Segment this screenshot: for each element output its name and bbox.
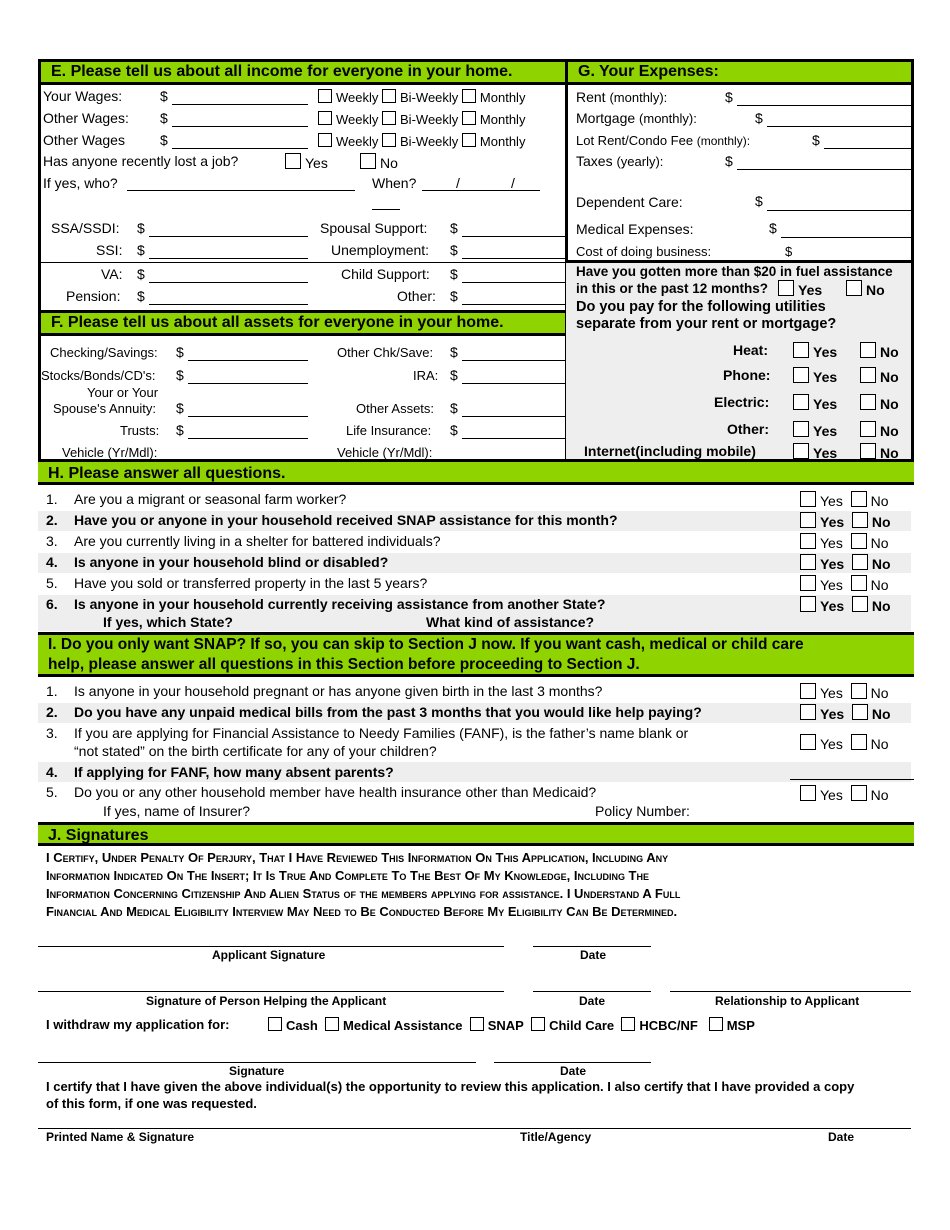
section-e-header: E. Please tell us about all income for everyone in your home. bbox=[41, 62, 565, 82]
h-q4-answer bbox=[800, 554, 891, 572]
internet-yes-checkbox[interactable] bbox=[793, 443, 809, 459]
mortgage-period: (monthly): bbox=[639, 111, 697, 126]
helper-signature-label: Signature of Person Helping the Applicant bbox=[146, 994, 387, 1008]
divider bbox=[41, 262, 565, 263]
helper-date-line[interactable] bbox=[533, 991, 651, 992]
other-assets-input[interactable] bbox=[462, 416, 565, 417]
weekly-checkbox[interactable] bbox=[318, 89, 332, 103]
h-q1-number: 1. bbox=[46, 491, 58, 507]
certify-review-2: of this form, if one was requested. bbox=[46, 1096, 257, 1111]
yes-label: Yes bbox=[820, 493, 843, 509]
section-f-bottom-rule bbox=[38, 333, 566, 336]
i-q2-number: 2. bbox=[46, 704, 58, 720]
i-q3-number: 3. bbox=[46, 725, 58, 741]
lost-job-yes bbox=[285, 153, 328, 171]
no-label: No bbox=[871, 598, 891, 614]
certify-review-1: I certify that I have given the above individual(s) the opportunity to review this application. I also certify that I have provided a copy bbox=[46, 1079, 855, 1094]
electric-label: Electric: bbox=[714, 394, 770, 410]
dollar-sign: $ bbox=[769, 220, 777, 236]
stocks-input[interactable] bbox=[188, 383, 308, 384]
biweekly-checkbox[interactable] bbox=[382, 133, 396, 147]
dependent-care-input[interactable] bbox=[767, 210, 911, 211]
section-i-title-2: help, please answer all questions in this Section before proceeding to Section J. bbox=[48, 656, 640, 673]
other-utility-no-checkbox[interactable] bbox=[860, 421, 876, 437]
lot-rent-period: (monthly): bbox=[696, 134, 751, 148]
other-wages-label: Other Wages: bbox=[43, 110, 129, 126]
cash-label: Cash bbox=[286, 1018, 318, 1033]
no-label: No bbox=[870, 535, 889, 551]
fuel-question-1: Have you gotten more than $20 in fuel assistance bbox=[576, 264, 893, 279]
certify-line-3: Information Concerning Citizenship And Alien Status of the members applying for assistance. I Understand A Full bbox=[46, 886, 681, 901]
yes-label: Yes bbox=[820, 535, 843, 551]
dollar-sign: $ bbox=[160, 110, 168, 126]
date-slash: / bbox=[456, 175, 460, 191]
other-chk-input[interactable] bbox=[462, 360, 565, 361]
phone-label: Phone: bbox=[723, 367, 771, 383]
weekly-label: Weekly bbox=[336, 90, 379, 105]
no-label: No bbox=[880, 369, 899, 385]
annuity-label-2: Spouse's Annuity: bbox=[53, 401, 156, 416]
yes-checkbox[interactable] bbox=[800, 734, 816, 750]
h-q1-text: Are you a migrant or seasonal farm worker? bbox=[74, 491, 347, 507]
internet-label: Internet(including mobile) bbox=[584, 443, 756, 459]
policy-number-label: Policy Number: bbox=[595, 803, 690, 819]
dollar-sign: $ bbox=[450, 242, 458, 258]
electric-no bbox=[860, 394, 899, 412]
ssi-label: SSI: bbox=[96, 242, 123, 258]
medical-label: Medical Assistance bbox=[343, 1018, 463, 1033]
rent-input[interactable] bbox=[737, 105, 911, 106]
biweekly-label: Bi-Weekly bbox=[400, 112, 459, 127]
no-checkbox[interactable] bbox=[852, 596, 868, 612]
no-label: No bbox=[871, 706, 891, 722]
stocks-label: Stocks/Bonds/CD's: bbox=[41, 368, 156, 383]
annuity-input[interactable] bbox=[188, 416, 308, 417]
monthly-label: Monthly bbox=[479, 112, 526, 127]
electric-yes bbox=[793, 394, 837, 412]
spousal-label: Spousal Support: bbox=[320, 220, 428, 236]
monthly-checkbox[interactable] bbox=[462, 111, 476, 125]
h-q3-answer bbox=[800, 533, 889, 551]
dollar-sign: $ bbox=[176, 400, 184, 416]
no-label: No bbox=[870, 787, 889, 803]
lot-rent-input[interactable] bbox=[824, 148, 911, 149]
h-q4-text: Is anyone in your household blind or disabled? bbox=[74, 554, 389, 570]
dollar-sign: $ bbox=[812, 132, 820, 148]
other-utility-no bbox=[860, 421, 899, 439]
trusts-label: Trusts: bbox=[120, 423, 160, 438]
heat-yes bbox=[793, 342, 837, 360]
h-q6-answer bbox=[800, 596, 891, 614]
section-g-header: G. Your Expenses: bbox=[568, 62, 911, 82]
applicant-date-line[interactable] bbox=[533, 946, 651, 947]
dollar-sign: $ bbox=[450, 422, 458, 438]
dollar-sign: $ bbox=[160, 88, 168, 104]
yes-label: Yes bbox=[820, 736, 843, 752]
absent-parents-input[interactable] bbox=[790, 779, 914, 780]
dollar-sign: $ bbox=[755, 193, 763, 209]
taxes-input[interactable] bbox=[737, 169, 911, 170]
yes-label: Yes bbox=[820, 598, 845, 614]
medical-expenses-label: Medical Expenses: bbox=[576, 221, 694, 237]
rent-text: Rent bbox=[576, 89, 606, 105]
i-q5-answer bbox=[800, 785, 889, 803]
weekly-label: Weekly bbox=[336, 134, 379, 149]
certify-line-4: Financial And Medical Eligibility Interview May Need to Be Conducted Before My Eligibility Can Be Determined. bbox=[46, 904, 678, 919]
ssi-input[interactable] bbox=[149, 258, 308, 259]
dependent-care-label: Dependent Care: bbox=[576, 194, 683, 210]
withdraw-date-line[interactable] bbox=[494, 1062, 651, 1063]
snap-label: SNAP bbox=[487, 1018, 524, 1033]
phone-yes bbox=[793, 367, 837, 385]
dollar-sign: $ bbox=[137, 220, 145, 236]
spousal-input[interactable] bbox=[462, 236, 565, 237]
what-kind-label: What kind of assistance? bbox=[426, 614, 595, 630]
yes-checkbox[interactable] bbox=[800, 512, 816, 528]
yes-checkbox[interactable] bbox=[800, 596, 816, 612]
lost-job-no bbox=[360, 153, 398, 171]
lost-job-yes-checkbox[interactable] bbox=[285, 153, 301, 169]
no-label: No bbox=[870, 736, 889, 752]
worker-date-label: Date bbox=[828, 1130, 855, 1144]
monthly-checkbox[interactable] bbox=[462, 89, 476, 103]
no-label: No bbox=[870, 577, 889, 593]
monthly-label: Monthly bbox=[479, 134, 526, 149]
h-q4-number: 4. bbox=[46, 554, 58, 570]
other-wages2-label: Other Wages bbox=[43, 132, 125, 148]
biweekly-checkbox[interactable] bbox=[382, 111, 396, 125]
i-q5-text: Do you or any other household member have health insurance other than Medicaid? bbox=[74, 784, 597, 800]
taxes-period: (yearly): bbox=[616, 154, 664, 169]
annuity-label-1: Your or Your bbox=[87, 385, 159, 400]
header-rule bbox=[38, 82, 914, 85]
i-q2-answer bbox=[800, 704, 891, 722]
heat-label: Heat: bbox=[733, 342, 769, 358]
h-q6-number: 6. bbox=[46, 596, 58, 612]
no-checkbox[interactable] bbox=[852, 512, 868, 528]
rent-label bbox=[576, 89, 667, 105]
dollar-sign: $ bbox=[450, 220, 458, 236]
lost-job-question: Has anyone recently lost a job? bbox=[43, 153, 239, 169]
heat-no bbox=[860, 342, 899, 360]
yes-label: Yes bbox=[820, 514, 845, 530]
dollar-sign: $ bbox=[785, 244, 793, 259]
other-utility-yes-checkbox[interactable] bbox=[793, 421, 809, 437]
other-wages2-frequency bbox=[318, 133, 525, 149]
applicant-signature-label: Applicant Signature bbox=[212, 948, 326, 962]
yes-label: Yes bbox=[813, 369, 838, 385]
dollar-sign: $ bbox=[176, 367, 184, 383]
h-q1-answer bbox=[800, 491, 889, 509]
withdraw-msp-checkbox[interactable] bbox=[709, 1017, 723, 1031]
other-wages-frequency bbox=[318, 111, 525, 127]
i-q4-text: If applying for FANF, how many absent parents? bbox=[74, 764, 394, 780]
other-income-label: Other: bbox=[397, 288, 436, 304]
section-f-header: F. Please tell us about all assets for everyone in your home. bbox=[41, 313, 565, 333]
when-date-input[interactable] bbox=[422, 190, 540, 191]
no-label: No bbox=[880, 344, 899, 360]
your-wages-label: Your Wages: bbox=[43, 88, 123, 104]
which-state-label: If yes, which State? bbox=[103, 614, 233, 630]
ira-label: IRA: bbox=[413, 368, 439, 383]
lot-rent-label bbox=[576, 133, 750, 148]
i-q3-text-1: If you are applying for Financial Assistance to Needy Families (FANF), is the father’s name blank or bbox=[74, 725, 689, 741]
electric-no-checkbox[interactable] bbox=[860, 394, 876, 410]
vehicle-label: Vehicle (Yr/Mdl): bbox=[62, 445, 158, 460]
dollar-sign: $ bbox=[176, 344, 184, 360]
fuel-no bbox=[846, 280, 885, 298]
no-label: No bbox=[880, 423, 899, 439]
internet-no bbox=[860, 443, 899, 461]
other-assets-label: Other Assets: bbox=[356, 401, 435, 416]
fuel-question-2: in this or the past 12 months? bbox=[576, 281, 769, 296]
biweekly-checkbox[interactable] bbox=[382, 89, 396, 103]
weekly-label: Weekly bbox=[336, 112, 379, 127]
heat-no-checkbox[interactable] bbox=[860, 342, 876, 358]
i-q1-text: Is anyone in your household pregnant or has anyone given birth in the last 3 months? bbox=[74, 683, 603, 699]
trusts-input[interactable] bbox=[188, 438, 308, 439]
utilities-question-2: separate from your rent or mortgage? bbox=[576, 316, 837, 332]
mortgage-text: Mortgage bbox=[576, 110, 636, 126]
no-label: No bbox=[871, 514, 891, 530]
other-wages-input[interactable] bbox=[172, 126, 308, 127]
no-label: No bbox=[880, 445, 899, 461]
yes-checkbox[interactable] bbox=[800, 575, 816, 591]
yes-label: Yes bbox=[813, 344, 838, 360]
dollar-sign: $ bbox=[725, 153, 733, 169]
yes-label: Yes bbox=[798, 282, 823, 298]
relationship-line[interactable] bbox=[670, 991, 911, 992]
withdraw-date-label: Date bbox=[560, 1064, 587, 1078]
i-q3-text-2: “not stated” on the birth certificate for any of your children? bbox=[74, 743, 437, 759]
withdraw-cash-checkbox[interactable] bbox=[268, 1017, 282, 1031]
checking-label: Checking/Savings: bbox=[50, 345, 158, 360]
no-checkbox[interactable] bbox=[851, 734, 867, 750]
ira-input[interactable] bbox=[462, 383, 565, 384]
dollar-sign: $ bbox=[450, 288, 458, 304]
title-agency-label: Title/Agency bbox=[520, 1130, 592, 1144]
no-checkbox[interactable] bbox=[851, 683, 867, 699]
ssa-label: SSA/SSDI: bbox=[51, 220, 120, 236]
yes-label: Yes bbox=[813, 396, 838, 412]
biweekly-label: Bi-Weekly bbox=[400, 134, 459, 149]
section-h-header: H. Please answer all questions. bbox=[38, 462, 914, 485]
heat-yes-checkbox[interactable] bbox=[793, 342, 809, 358]
yes-checkbox[interactable] bbox=[800, 533, 816, 549]
other-wages2-input[interactable] bbox=[172, 148, 308, 149]
yes-label: Yes bbox=[820, 556, 845, 572]
withdraw-medical-checkbox[interactable] bbox=[325, 1017, 339, 1031]
taxes-label bbox=[576, 153, 663, 169]
yes-label: Yes bbox=[820, 577, 843, 593]
dollar-sign: $ bbox=[450, 266, 458, 282]
fuel-yes-checkbox[interactable] bbox=[778, 280, 794, 296]
h-q5-text: Have you sold or transferred property in the last 5 years? bbox=[74, 575, 428, 591]
mortgage-label bbox=[576, 110, 697, 126]
helper-signature-line[interactable] bbox=[38, 991, 504, 992]
utilities-top-rule bbox=[566, 260, 914, 263]
childcare-label: Child Care bbox=[549, 1018, 615, 1033]
va-input[interactable] bbox=[149, 282, 308, 283]
certify-line-2: Information Indicated On The Insert; It Is True And Complete To The Best Of My Knowledge, Including The bbox=[46, 868, 650, 883]
no-label: No bbox=[870, 685, 889, 701]
no-label: No bbox=[866, 282, 885, 298]
dollar-sign: $ bbox=[450, 400, 458, 416]
dollar-sign: $ bbox=[160, 132, 168, 148]
dollar-sign: $ bbox=[450, 344, 458, 360]
no-checkbox[interactable] bbox=[852, 554, 868, 570]
no-checkbox[interactable] bbox=[851, 785, 867, 801]
i-q5-number: 5. bbox=[46, 784, 58, 800]
h-q5-answer bbox=[800, 575, 889, 593]
withdraw-snap-checkbox[interactable] bbox=[470, 1017, 484, 1031]
yes-label: Yes bbox=[820, 706, 845, 722]
ssa-input[interactable] bbox=[149, 236, 308, 237]
monthly-checkbox[interactable] bbox=[462, 133, 476, 147]
no-label: No bbox=[871, 556, 891, 572]
withdraw-options bbox=[268, 1017, 755, 1033]
h-q5-number: 5. bbox=[46, 575, 58, 591]
withdraw-childcare-checkbox[interactable] bbox=[531, 1017, 545, 1031]
relationship-label: Relationship to Applicant bbox=[715, 994, 860, 1008]
internet-no-checkbox[interactable] bbox=[860, 443, 876, 459]
no-checkbox[interactable] bbox=[851, 533, 867, 549]
phone-no bbox=[860, 367, 899, 385]
insurer-label: If yes, name of Insurer? bbox=[103, 803, 251, 819]
i-q3-answer bbox=[800, 734, 889, 752]
taxes-text: Taxes bbox=[576, 153, 613, 169]
if-yes-who-label: If yes, who? bbox=[43, 175, 118, 191]
no-label: No bbox=[880, 396, 899, 412]
weekly-checkbox[interactable] bbox=[318, 133, 332, 147]
yes-checkbox[interactable] bbox=[800, 785, 816, 801]
your-wages-input[interactable] bbox=[172, 104, 308, 105]
printed-name-label: Printed Name & Signature bbox=[46, 1130, 195, 1144]
withdraw-label: I withdraw my application for: bbox=[46, 1017, 230, 1032]
yes-label: Yes bbox=[813, 423, 838, 439]
section-i-title-1: I. Do you only want SNAP? If so, you can skip to Section J now. If you want cash, medical or child care bbox=[48, 636, 804, 653]
mortgage-input[interactable] bbox=[767, 126, 911, 127]
h-q2-text: Have you or anyone in your household received SNAP assistance for this month? bbox=[74, 512, 618, 528]
withdraw-signature-line[interactable] bbox=[38, 1062, 476, 1063]
i-q2-text: Do you have any unpaid medical bills from the past 3 months that you would like help paying? bbox=[74, 704, 702, 720]
dollar-sign: $ bbox=[137, 288, 145, 304]
unemployment-label: Unemployment: bbox=[331, 242, 430, 258]
no-label: No bbox=[380, 155, 398, 171]
other-utility-yes bbox=[793, 421, 837, 439]
i-q4-number: 4. bbox=[46, 764, 58, 780]
fuel-yes bbox=[778, 280, 822, 298]
yes-label: Yes bbox=[305, 155, 328, 171]
dollar-sign: $ bbox=[725, 89, 733, 105]
weekly-checkbox[interactable] bbox=[318, 111, 332, 125]
other-utility-label: Other: bbox=[727, 421, 769, 437]
msp-label: MSP bbox=[726, 1018, 755, 1033]
h-q2-answer bbox=[800, 512, 891, 530]
yes-checkbox[interactable] bbox=[800, 704, 816, 720]
phone-yes-checkbox[interactable] bbox=[793, 367, 809, 383]
no-checkbox[interactable] bbox=[851, 491, 867, 507]
dollar-sign: $ bbox=[176, 422, 184, 438]
pension-input[interactable] bbox=[149, 304, 308, 305]
phone-no-checkbox[interactable] bbox=[860, 367, 876, 383]
fuel-no-checkbox[interactable] bbox=[846, 280, 862, 296]
va-label: VA: bbox=[101, 266, 123, 282]
when-label: When? bbox=[372, 175, 417, 191]
withdraw-signature-label: Signature bbox=[229, 1064, 285, 1078]
child-support-input[interactable] bbox=[462, 282, 565, 283]
life-insurance-label: Life Insurance: bbox=[346, 423, 432, 438]
no-checkbox[interactable] bbox=[851, 575, 867, 591]
when-extra-line bbox=[372, 209, 400, 210]
medical-expenses-input[interactable] bbox=[781, 237, 911, 238]
withdraw-hcbc-checkbox[interactable] bbox=[621, 1017, 635, 1031]
no-label: No bbox=[870, 493, 889, 509]
i-q1-answer bbox=[800, 683, 889, 701]
wages-frequency bbox=[318, 89, 525, 105]
rent-period: (monthly): bbox=[609, 90, 668, 105]
yes-checkbox[interactable] bbox=[800, 683, 816, 699]
dollar-sign: $ bbox=[450, 367, 458, 383]
applicant-signature-line[interactable] bbox=[38, 946, 504, 947]
date-slash: / bbox=[511, 175, 515, 191]
electric-yes-checkbox[interactable] bbox=[793, 394, 809, 410]
lot-rent-text: Lot Rent/Condo Fee bbox=[576, 133, 694, 148]
yes-checkbox[interactable] bbox=[800, 554, 816, 570]
h-q2-number: 2. bbox=[46, 512, 58, 528]
checking-input[interactable] bbox=[188, 360, 308, 361]
unemployment-input[interactable] bbox=[462, 258, 565, 259]
hcbc-label: HCBC/NF bbox=[639, 1018, 698, 1033]
yes-label: Yes bbox=[820, 685, 843, 701]
vehicle-label-2: Vehicle (Yr/Mdl): bbox=[337, 445, 433, 460]
certify-line-1: I Certify, Under Penalty Of Perjury, That I Have Reviewed This Information On This Application, Including Any bbox=[46, 850, 669, 865]
child-support-label: Child Support: bbox=[341, 266, 430, 282]
other-income-input[interactable] bbox=[462, 304, 565, 305]
section-j-header: J. Signatures bbox=[38, 822, 914, 846]
h-q3-number: 3. bbox=[46, 533, 58, 549]
pension-label: Pension: bbox=[66, 288, 121, 304]
dollar-sign: $ bbox=[137, 266, 145, 282]
h-q6-text: Is anyone in your household currently receiving assistance from another State? bbox=[74, 596, 606, 612]
monthly-label: Monthly bbox=[479, 90, 526, 105]
h-q3-text: Are you currently living in a shelter for battered individuals? bbox=[74, 533, 441, 549]
yes-checkbox[interactable] bbox=[800, 491, 816, 507]
no-checkbox[interactable] bbox=[852, 704, 868, 720]
life-insurance-input[interactable] bbox=[462, 438, 565, 439]
yes-label: Yes bbox=[813, 445, 838, 461]
utilities-question-1: Do you pay for the following utilities bbox=[576, 299, 826, 315]
internet-yes bbox=[793, 443, 837, 461]
lost-job-no-checkbox[interactable] bbox=[360, 153, 376, 169]
if-yes-who-input[interactable] bbox=[127, 190, 355, 191]
cost-business-label: Cost of doing business: bbox=[576, 244, 712, 259]
biweekly-label: Bi-Weekly bbox=[400, 90, 459, 105]
i-q1-number: 1. bbox=[46, 683, 58, 699]
yes-label: Yes bbox=[820, 787, 843, 803]
helper-date-label: Date bbox=[579, 994, 606, 1008]
other-chk-label: Other Chk/Save: bbox=[337, 345, 434, 360]
dollar-sign: $ bbox=[755, 110, 763, 126]
applicant-date-label: Date bbox=[580, 948, 607, 962]
worker-signature-line[interactable] bbox=[38, 1128, 911, 1129]
dollar-sign: $ bbox=[137, 242, 145, 258]
